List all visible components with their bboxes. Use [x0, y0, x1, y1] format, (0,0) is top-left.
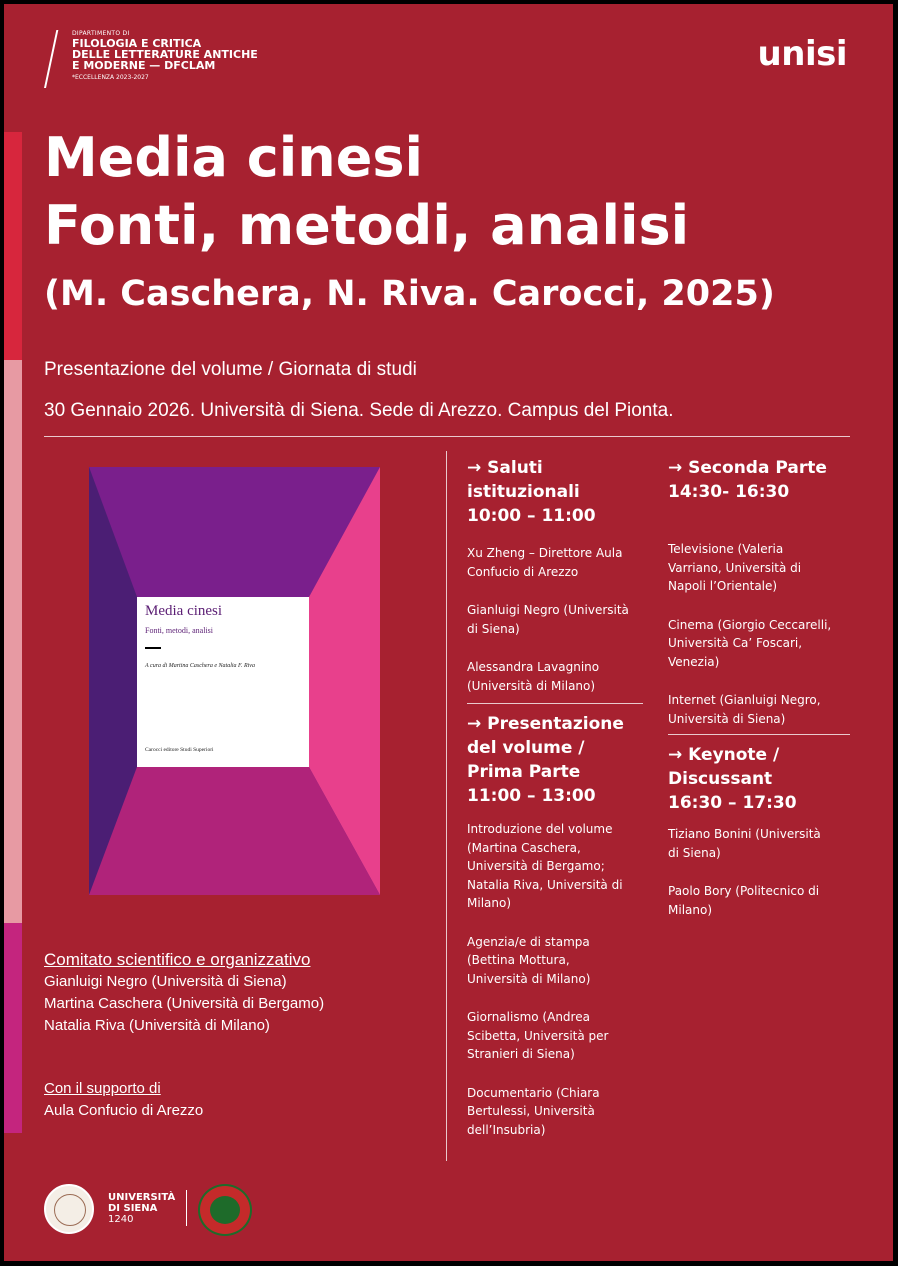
department-name: FILOLOGIA E CRITICA DELLE LETTERATURE ANTICHE E MODERNE — DFCLAM — [72, 37, 258, 72]
program-item: Introduzione del volume (Martina Caschera, Università di Bergamo; Natalia Riva, Università di Milano) — [467, 822, 623, 910]
program-item: Internet (Gianluigi Negro, Università di Siena) — [668, 693, 821, 726]
program-item: Xu Zheng – Direttore Aula Confucio di Arezzo — [467, 546, 623, 579]
program-item: Documentario (Chiara Bertulessi, Università dell’Insubria) — [467, 1085, 600, 1137]
header-divider — [44, 436, 850, 437]
comitato-member: Martina Caschera (Università di Bergamo) — [44, 995, 325, 1012]
page-title — [44, 124, 689, 260]
program-item: Alessandra Lavagnino (Università di Milano) — [467, 660, 600, 693]
seconda-parte-heading: → Seconda Parte 14:30- 16:30 — [668, 458, 827, 502]
event-type: Presentazione del volume / Giornata di studi — [44, 359, 417, 380]
accent-bar-pink — [4, 360, 22, 923]
accent-bar-red — [4, 132, 22, 360]
logo-divider — [186, 1190, 187, 1226]
department-prefix: DIPARTIMENTO DI — [72, 30, 130, 37]
keynote-heading: → Keynote / Discussant 16:30 – 17:30 — [668, 745, 797, 813]
book-title-card — [137, 597, 309, 767]
program-item: Cinema (Giorgio Ceccarelli, Università Ca’ Foscari, Venezia) — [668, 617, 832, 669]
book-title: Media cinesi — [145, 603, 223, 619]
program-column-right — [668, 456, 850, 919]
book-subtitle: Fonti, metodi, analisi — [145, 626, 213, 635]
university-wordmark: UNIVERSITÀ DI SIENA 1240 — [108, 1192, 176, 1225]
poster — [4, 4, 893, 1261]
title-line-1: Media cinesi — [44, 126, 424, 189]
comitato-section — [44, 949, 324, 1037]
accent-bar-magenta — [4, 923, 22, 1133]
university-seal-icon — [44, 1184, 94, 1234]
comitato-member: Gianluigi Negro (Università di Siena) — [44, 973, 287, 990]
book-cover — [89, 467, 380, 895]
program-column-left — [467, 456, 643, 1139]
support-name: Aula Confucio di Arezzo — [44, 1102, 204, 1119]
program-column-divider — [446, 451, 447, 1161]
department-excellence: *ECCELLENZA 2023-2027 — [72, 74, 149, 81]
confucius-institute-logo-icon — [198, 1184, 252, 1236]
slash-mark — [44, 30, 58, 88]
event-date-place: 30 Gennaio 2026. Università di Siena. Sede di Arezzo. Campus del Pionta. — [44, 400, 674, 421]
section-divider — [467, 703, 643, 704]
title-authors: (M. Caschera, N. Riva. Carocci, 2025) — [44, 274, 775, 314]
section-divider — [668, 734, 850, 735]
book-editors: A cura di Martina Caschera e Natalia F. Riva — [145, 663, 255, 669]
comitato-heading: Comitato scientifico e organizzativo — [44, 950, 311, 969]
unisi-logo: unisi — [757, 34, 847, 74]
program-item: Gianluigi Negro (Università di Siena) — [467, 603, 629, 636]
program-item: Tiziano Bonini (Università di Siena) — [668, 827, 821, 860]
program-item: Paolo Bory (Politecnico di Milano) — [668, 884, 820, 917]
book-publisher: Carocci editore Studi Superiori — [145, 747, 214, 753]
book-rule — [145, 647, 161, 649]
prima-parte-heading: → Presentazione del volume / Prima Parte 11:00 – 13:00 — [467, 714, 624, 806]
program-item: Giornalismo (Andrea Scibetta, Università per Stranieri di Siena) — [467, 1010, 609, 1061]
support-heading: Con il supporto di — [44, 1080, 161, 1097]
program-item: Agenzia/e di stampa (Bettina Mottura, Università di Milano) — [467, 934, 591, 986]
saluti-heading: → Saluti istituzionali 10:00 – 11:00 — [467, 458, 596, 526]
comitato-member: Natalia Riva (Università di Milano) — [44, 1017, 270, 1034]
title-line-2: Fonti, metodi, analisi — [44, 194, 690, 257]
program-item: Televisione (Valeria Varriano, Università di Napoli l’Orientale) — [668, 542, 802, 593]
support-section — [44, 1078, 203, 1122]
